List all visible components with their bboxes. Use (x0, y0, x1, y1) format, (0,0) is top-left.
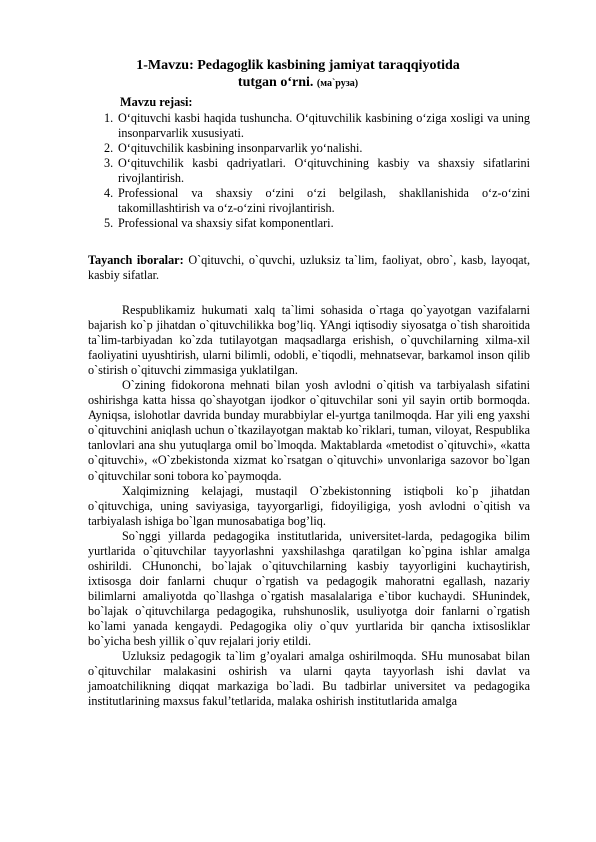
plan-item-number: 1. (104, 111, 114, 125)
plan-item (104, 111, 530, 141)
plan-item (104, 186, 530, 216)
paragraph: Uzluksiz pedagogik ta`lim g’oyalari amalga oshirilmoqda. SHu munosabat bilan o`qituvchilar malakasini oshirish va ularni qayta tayyorlash ishi davlat va jamoatchilikning diqqat markaziga bo`ladi. Bu tadbirlar universitet va pedagogika institutlarining maxsus fakul’tetlarida, malaka oshirish institutlarida amalga (88, 649, 530, 709)
paragraph: O`zining fidokorona mehnati bilan yosh avlodni o`qitish va tarbiyalash sifatini oshirishga katta hissa qo`shayotgan ijodkor o`qituvchilar soni yil sayin ortib bormoqda. Ayniqsa, islohotlar davrida bunday murabbiylar el-yurtga tanilmoqda. Har yili eng yaxshi o`qituvchini aniqlash uchun o`tkazilayotgan maktab ko`riklari, tuman, viloyat, Respublika tanlovlari ana shu yutuqlarga omil bo`lmoqda. Maktablarda «metodist o`qituvchi», «katta o`qituvchi», «O`zbekistonda xizmat ko`rsatgan o`qituvchi» unvonlariga sazovor bo`lgan o`qituvchilar soni tobora ko`paymoqda. (88, 378, 530, 483)
keywords-block (88, 253, 530, 283)
plan-item-number: 4. (104, 186, 114, 200)
plan-item-number: 3. (104, 156, 114, 170)
plan-item-text: Professional va shaxsiy sifat komponentlari. (118, 216, 334, 230)
plan-item (104, 141, 530, 156)
plan-heading: Mavzu rejasi: (120, 95, 193, 109)
plan-item-text: O‘qituvchilik kasbi qadriyatlari. O‘qituvchining kasbiy va shaxsiy sifatlarini rivojlantirish. (118, 156, 530, 185)
paragraph: So`nggi yillarda pedagogika institutlarida, universitet-larda, pedagogika bilim yurtlarida o`qituvchilar tayyorlashni yaxshilashga qaratilgan ko`pgina ishlar amalga oshirildi. CHunonchi, bo`lajak o`qituvchilarning kasbiy tayyorligini kuchaytirish, ixtisosga doir fanlarni chuqur o`rgatish va pedagogik mahoratni egallash, nazariy bilimlarni amaliyotda qo`llashga o`rgatish masalalariga e`tibor kuchaydi. SHunindek, bo`lajak o`qituvchilarga pedagogika, ruhshunoslik, usuliyotga doir fanlarni o`rgatish ko`lami yanada kengaydi. Pedagogika oliy o`quv yurtlarida bir qancha ixtisosliklar bo`yicha besh yillik o`quv rejalari joriy etildi. (88, 528, 530, 649)
plan-list (104, 111, 530, 231)
lecture-title (84, 57, 512, 92)
plan-item-number: 2. (104, 141, 114, 155)
body-text (88, 303, 530, 709)
plan-item-text: O‘qituvchi kasbi haqida tushuncha. O‘qituvchilik kasbining o‘ziga xosligi va uning insonparvarlik xususiyati. (118, 111, 530, 140)
paragraph: Xalqimizning kelajagi, mustaqil O`zbekistonning istiqboli ko`p jihatdan o`qituvchiga, uning saviyasiga, tayyorgarligi, fidoyiligiga, yosh avlodni o`qitish va tarbiyalash ishiga bo`lgan munosabatiga bog’liq. (88, 483, 530, 528)
title-lecture-note: (ма`руза) (316, 78, 359, 89)
keywords-label: Tayanch iboralar: (88, 253, 184, 267)
plan-item (104, 216, 530, 231)
title-line-2 (84, 74, 512, 92)
plan-item-number: 5. (104, 216, 114, 230)
plan-item (104, 156, 530, 186)
paragraph: Respublikamiz hukumati xalq ta`limi sohasida o`rtaga qo`yayotgan vazifalarni bajarish ko`p jihatdan o`qituvchilikka bog’liq. YAngi iqtisodiy siyosatga o`tish sharoitida ta`lim-tarbiyadan ko`zda tutilayotgan maqsadlarga erishish, o`quvchilarning xilma-xil faoliyatini uyushtirish, ularni bilimli, odobli, e`tiqodli, mehnatsevar, barkamol inson qilib o`stirish o`qituvchi zimmasiga yuklatilgan. (88, 303, 530, 378)
title-line-1: 1-Mavzu: Pedagoglik kasbining jamiyat taraqqiyotida (136, 58, 460, 73)
keywords-text: O`qituvchi, o`quvchi, uzluksiz ta`lim, faoliyat, obro`, kasb, layoqat, kasbiy sifatlar. (88, 253, 530, 282)
plan-item-text: O‘qituvchilik kasbining insonparvarlik yo‘nalishi. (118, 141, 363, 155)
plan-item-text: Professional va shaxsiy o‘zini o‘zi belgilash, shakllanishida o‘z-o‘zini takomillashtirish va o‘z-o‘zini rivojlantirish. (118, 186, 530, 215)
title-line-2-main: tutgan o‘rni. (237, 75, 314, 90)
